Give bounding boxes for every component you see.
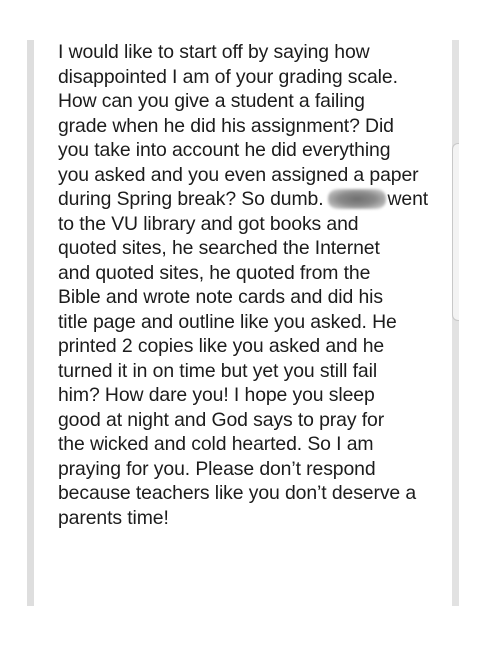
message-line: turned it in on time but yet you still fail bbox=[58, 359, 378, 382]
message-line: because teachers like you don’t deserve a bbox=[58, 482, 417, 504]
redacted-name-blur bbox=[328, 189, 386, 209]
right-edge-bar bbox=[452, 40, 459, 606]
message-text: during Spring break? So dumb. bbox=[58, 188, 324, 210]
message-line-redacted bbox=[58, 187, 448, 212]
message-line: you take into account he did everything bbox=[58, 139, 391, 161]
message-line: I would like to start off by saying how bbox=[58, 41, 370, 63]
message-line: title page and outline like you asked. He bbox=[58, 310, 397, 333]
message-line: printed 2 copies like you asked and he bbox=[58, 335, 385, 357]
message-line: grade when he did his assignment? Did bbox=[58, 114, 394, 137]
message-line: him? How dare you! I hope you sleep bbox=[58, 384, 375, 406]
message-line: How can you give a student a failing bbox=[58, 90, 365, 112]
message-line: good at night and God says to pray for bbox=[58, 408, 385, 431]
message-line: parents time! bbox=[58, 506, 169, 529]
message-line: praying for you. Please don’t respond bbox=[58, 457, 376, 480]
left-edge-bar bbox=[27, 40, 34, 606]
message-text: went bbox=[387, 188, 429, 210]
message-line: and quoted sites, he quoted from the bbox=[58, 261, 371, 284]
message-line: disappointed I am of your grading scale. bbox=[58, 65, 398, 88]
message-line: the wicked and cold hearted. So I am bbox=[58, 433, 374, 455]
message-line: you asked and you even assigned a paper bbox=[58, 163, 419, 186]
message-line: to the VU library and got books and bbox=[58, 212, 359, 235]
message-line: quoted sites, he searched the Internet bbox=[58, 237, 380, 259]
message-body bbox=[58, 40, 448, 530]
message-line: Bible and wrote note cards and did his bbox=[58, 286, 383, 308]
scroll-indicator[interactable] bbox=[452, 143, 459, 321]
